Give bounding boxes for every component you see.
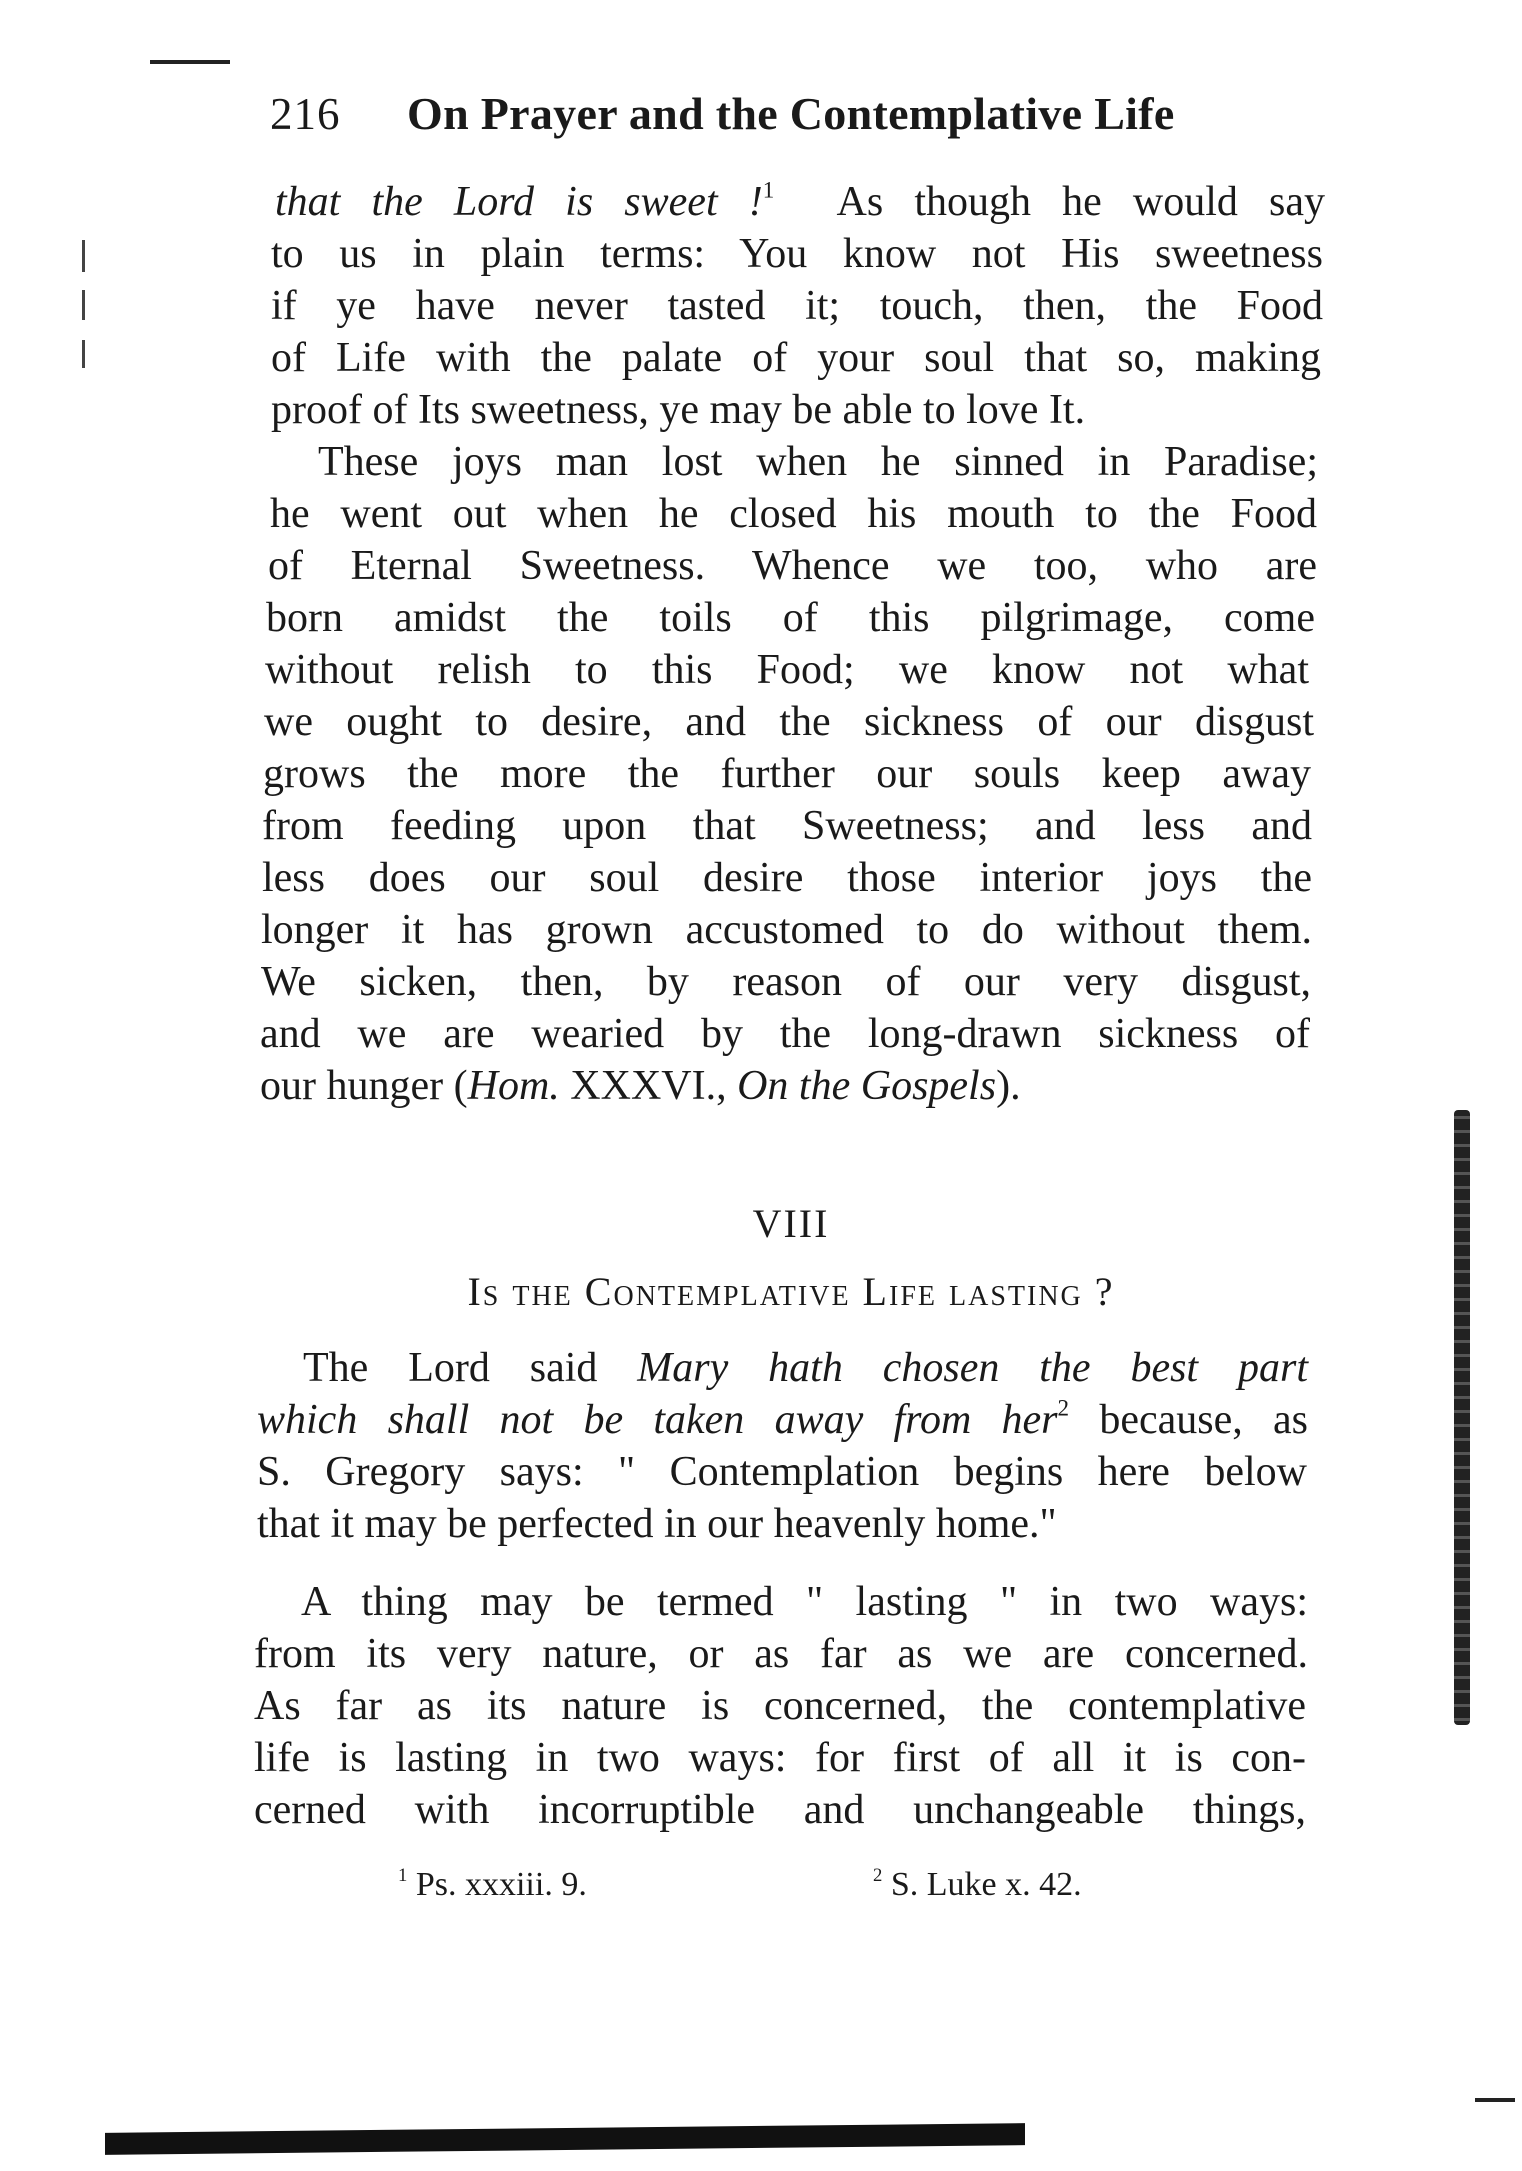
text-line: from its very nature, or as far as we are concerned. — [254, 1631, 1308, 1677]
text-line: we ought to desire, and the sickness of our disgust — [264, 699, 1314, 745]
running-head — [270, 84, 1315, 144]
scan-mark — [150, 60, 230, 64]
text-line: less does our soul desire those interior joys the — [262, 855, 1312, 901]
text-line: without relish to this Food; we know not what — [265, 647, 1309, 693]
text-line: We sicken, then, by reason of our very disgust, — [261, 959, 1311, 1005]
text-line: grows the more the further our souls keep away — [263, 751, 1311, 797]
scan-mark — [82, 340, 85, 368]
scan-mark — [82, 240, 85, 272]
text-line: longer it has grown accustomed to do without them. — [261, 907, 1312, 953]
running-title: On Prayer and the Contemplative Life — [407, 88, 1175, 139]
text-line: born amidst the toils of this pilgrimage, come — [266, 595, 1315, 641]
text-line: As far as its nature is concerned, the contemplative — [254, 1683, 1306, 1729]
footnotes — [0, 1860, 1522, 1910]
text-line: that the Lord is sweet !$^1$ As though he would say — [275, 176, 1325, 225]
text-line: proof of Its sweetness, ye may be able to love It. — [271, 387, 1086, 433]
text-line: he went out when he closed his mouth to the Food — [270, 491, 1317, 537]
text-line: S. Gregory says: " Contemplation begins here below — [257, 1449, 1307, 1495]
scan-mark — [82, 290, 85, 320]
text-line: from feeding upon that Sweetness; and less and — [262, 803, 1312, 849]
scan-bottom-edge — [105, 2123, 1025, 2155]
text-line: our hunger (Hom. XXXVI., On the Gospels). — [260, 1063, 1021, 1109]
footnote: $^1$ Ps. xxxiii. 9. — [398, 1864, 587, 1903]
text-line: that it may be perfected in our heavenly home." — [257, 1501, 1057, 1547]
text-line: and we are wearied by the long-drawn sickness of — [260, 1011, 1310, 1057]
section-number: VIII — [752, 1201, 830, 1246]
scan-binding-edge — [1454, 1110, 1470, 1725]
page-number: 216 — [270, 89, 341, 139]
text-line: cerned with incorruptible and unchangeable things, — [254, 1787, 1306, 1833]
text-line: The Lord said Mary hath chosen the best part — [303, 1345, 1309, 1391]
text-line: of Life with the palate of your soul that so, making — [271, 335, 1321, 381]
text-line: life is lasting in two ways: for first of all it is con- — [254, 1735, 1306, 1781]
text-line: to us in plain terms: You know not His sweetness — [271, 231, 1323, 277]
text-line: A thing may be termed " lasting " in two ways: — [301, 1579, 1308, 1625]
footnote: $^2$ S. Luke x. 42. — [873, 1864, 1082, 1903]
text-line: if ye have never tasted it; touch, then, the Food — [271, 283, 1323, 329]
scan-mark — [1475, 2098, 1515, 2102]
section-title: Is the Contemplative Life lasting ? — [467, 1269, 1115, 1314]
text-line: These joys man lost when he sinned in Paradise; — [318, 439, 1318, 485]
text-line: of Eternal Sweetness. Whence we too, who are — [268, 543, 1317, 589]
text-line: which shall not be taken away from her$^2$ because, as — [257, 1394, 1308, 1443]
